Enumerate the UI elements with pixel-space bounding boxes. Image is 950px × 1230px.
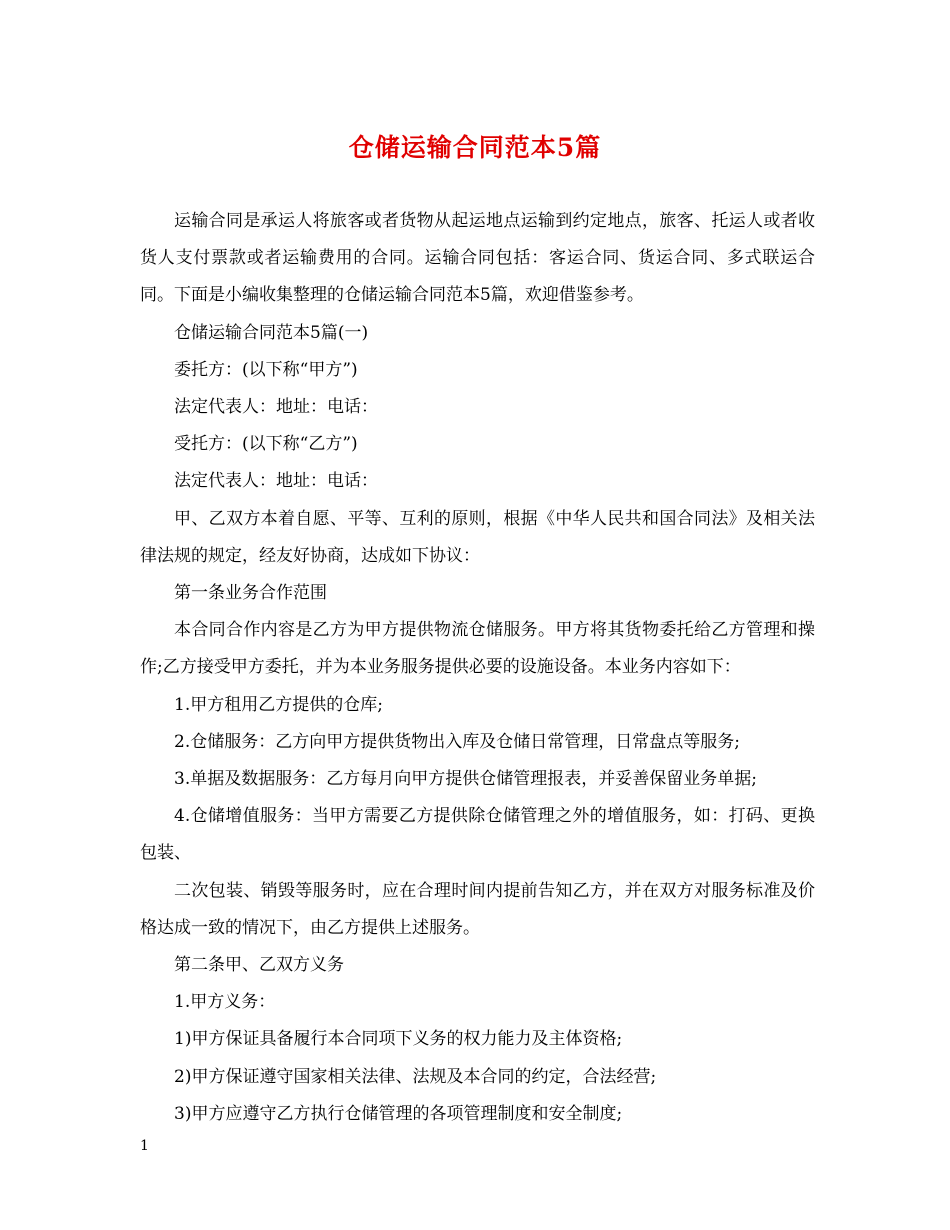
paragraph-intro: 运输合同是承运人将旅客或者货物从起运地点运输到约定地点，旅客、托运人或者收货人支付票款或者运输费用的合同。运输合同包括：客运合同、货运合同、多式联运合同。下面是小编收集整理的仓储运输合同范本5篇，欢迎借鉴参考。 [140, 211, 815, 306]
sub-item-1: 1)甲方保证具备履行本合同项下义务的权力能力及主体资格; [174, 1029, 623, 1050]
list-item-2: 2.仓储服务：乙方向甲方提供货物出入库及仓储日常管理，日常盘点等服务; [174, 731, 740, 752]
list-item-4-continued: 二次包装、销毁等服务时，应在合理时间内提前告知乙方，并在双方对服务标准及价格达成一致的情况下，由乙方提供上述服务。 [140, 880, 815, 938]
paragraph-article-1-content: 本合同合作内容是乙方为甲方提供物流仓储服务。甲方将其货物委托给乙方管理和操作;乙方接受甲方委托，并为本业务服务提供必要的设施设备。本业务内容如下： [140, 620, 815, 678]
page-number: 1 [140, 1138, 149, 1154]
list-item-1: 1.甲方租用乙方提供的仓库; [174, 694, 383, 715]
sub-item-3: 3)甲方应遵守乙方执行仓储管理的各项管理制度和安全制度; [174, 1103, 623, 1124]
paragraph-contractor-rep: 法定代表人：地址：电话： [174, 471, 378, 492]
paragraph-agreement: 甲、乙双方本着自愿、平等、互利的原则，根据《中华人民共和国合同法》及相关法律法规的规定，经友好协商，达成如下协议： [140, 508, 815, 566]
paragraph-article-1-heading: 第一条业务合作范围 [174, 583, 327, 604]
sub-item-2: 2)甲方保证遵守国家相关法律、法规及本合同的约定，合法经营; [174, 1066, 657, 1087]
document-title: 仓储运输合同范本5篇 [348, 133, 602, 162]
document-body [140, 203, 815, 1133]
paragraph-contract-heading: 仓储运输合同范本5篇(一) [174, 322, 369, 343]
paragraph-article-2-heading: 第二条甲、乙双方义务 [174, 955, 344, 976]
paragraph-client: 委托方：(以下称“甲方”) [174, 359, 358, 380]
list-item-3: 3.单据及数据服务：乙方每月向甲方提供仓储管理报表，并妥善保留业务单据; [174, 769, 757, 790]
paragraph-contractor: 受托方：(以下称“乙方”) [174, 434, 358, 455]
list-item-4: 4.仓储增值服务：当甲方需要乙方提供除仓储管理之外的增值服务，如：打码、更换包装、 [140, 806, 815, 864]
paragraph-party-a-duties: 1.甲方义务： [174, 992, 276, 1013]
paragraph-client-rep: 法定代表人：地址：电话： [174, 397, 378, 418]
